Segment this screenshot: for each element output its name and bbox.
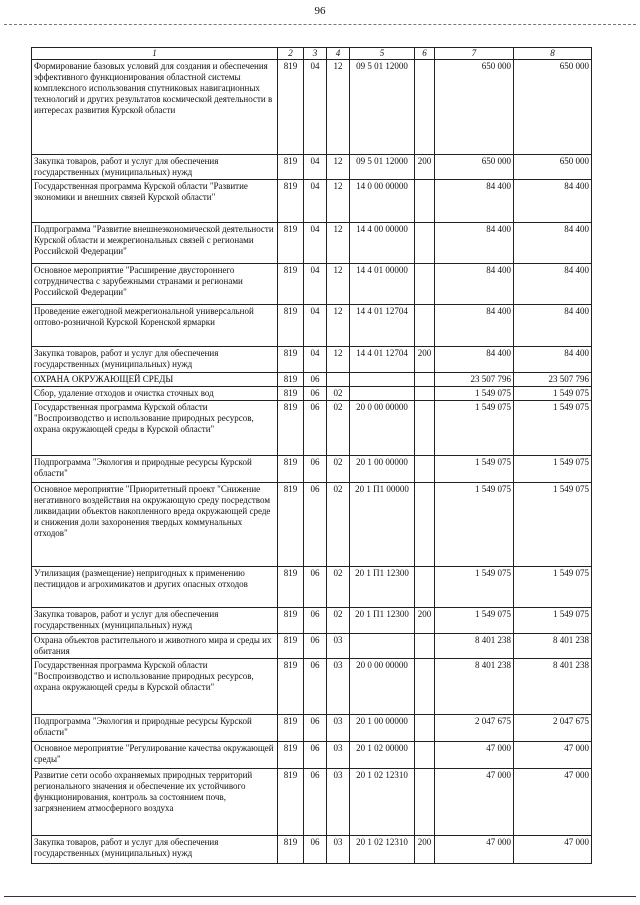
amount-cell: 1 549 075 — [435, 608, 514, 634]
expense-type-cell — [415, 634, 435, 659]
target-article-cell: 20 1 П1 12300 — [350, 608, 415, 634]
table-row — [32, 60, 592, 155]
table-row — [32, 769, 592, 836]
target-article-cell: 20 0 00 00000 — [350, 401, 415, 456]
expense-type-cell — [415, 180, 435, 223]
column-header: 4 — [327, 48, 350, 60]
amount-cell: 1 549 075 — [435, 567, 514, 608]
section-cell: 04 — [304, 347, 327, 373]
code-cell: 819 — [278, 659, 304, 715]
amount-cell: 2 047 675 — [514, 715, 592, 742]
code-cell: 819 — [278, 305, 304, 347]
amount-cell: 84 400 — [435, 347, 514, 373]
subsection-cell: 12 — [327, 264, 350, 305]
subsection-cell: 02 — [327, 401, 350, 456]
table-row — [32, 223, 592, 264]
section-cell: 06 — [304, 608, 327, 634]
amount-cell: 23 507 796 — [435, 373, 514, 387]
amount-cell: 84 400 — [435, 305, 514, 347]
target-article-cell: 20 1 00 00000 — [350, 715, 415, 742]
table-row — [32, 567, 592, 608]
expense-type-cell — [415, 483, 435, 567]
expense-type-cell — [415, 264, 435, 305]
column-header: 3 — [304, 48, 327, 60]
budget-table — [31, 47, 592, 864]
column-header: 1 — [32, 48, 278, 60]
row-name-cell: Основное мероприятие "Приоритетный проект "Снижение негативного воздействия на окружающую среду посредством ликвидации объектов накопленного вреда окружающей среде и снижения доли захоронения твердых коммунальных отходов" — [32, 483, 278, 567]
section-cell: 04 — [304, 305, 327, 347]
amount-cell: 1 549 075 — [435, 401, 514, 456]
code-cell: 819 — [278, 180, 304, 223]
table-row — [32, 456, 592, 483]
section-cell: 06 — [304, 769, 327, 836]
amount-cell: 1 549 075 — [514, 387, 592, 401]
amount-cell: 47 000 — [435, 742, 514, 769]
expense-type-cell — [415, 567, 435, 608]
table-header-row — [32, 48, 592, 60]
expense-type-cell — [415, 401, 435, 456]
code-cell: 819 — [278, 155, 304, 180]
section-cell: 06 — [304, 373, 327, 387]
subsection-cell: 03 — [327, 634, 350, 659]
row-name-cell: Основное мероприятие "Расширение двустороннего сотрудничества с зарубежными странами и регионами Российской Федерации" — [32, 264, 278, 305]
amount-cell: 8 401 238 — [514, 659, 592, 715]
table-row — [32, 836, 592, 864]
top-divider — [4, 24, 636, 25]
target-article-cell: 20 1 00 00000 — [350, 456, 415, 483]
target-article-cell: 09 5 01 12000 — [350, 155, 415, 180]
code-cell: 819 — [278, 567, 304, 608]
expense-type-cell: 200 — [415, 347, 435, 373]
code-cell: 819 — [278, 456, 304, 483]
amount-cell: 1 549 075 — [435, 483, 514, 567]
table-row — [32, 401, 592, 456]
amount-cell: 1 549 075 — [514, 608, 592, 634]
code-cell: 819 — [278, 373, 304, 387]
expense-type-cell — [415, 715, 435, 742]
amount-cell: 47 000 — [514, 836, 592, 864]
row-name-cell: Государственная программа Курской области "Воспроизводство и использование природных ресурсов, охрана окружающей среды в Курской области" — [32, 659, 278, 715]
table-row — [32, 483, 592, 567]
row-name-cell: Подпрограмма "Экология и природные ресурсы Курской области" — [32, 715, 278, 742]
subsection-cell: 12 — [327, 305, 350, 347]
target-article-cell: 20 0 00 00000 — [350, 659, 415, 715]
row-name-cell: Государственная программа Курской области "Воспроизводство и использование природных ресурсов, охрана окружающей среды в Курской области" — [32, 401, 278, 456]
amount-cell: 84 400 — [514, 264, 592, 305]
amount-cell: 84 400 — [435, 264, 514, 305]
subsection-cell: 12 — [327, 180, 350, 223]
table-row — [32, 305, 592, 347]
section-cell: 04 — [304, 264, 327, 305]
code-cell: 819 — [278, 715, 304, 742]
section-cell: 06 — [304, 483, 327, 567]
target-article-cell: 20 1 П1 00000 — [350, 483, 415, 567]
amount-cell: 8 401 238 — [514, 634, 592, 659]
table-row — [32, 180, 592, 223]
subsection-cell: 02 — [327, 567, 350, 608]
amount-cell: 1 549 075 — [435, 387, 514, 401]
page-number: 96 — [314, 5, 326, 17]
target-article-cell — [350, 373, 415, 387]
subsection-cell: 12 — [327, 60, 350, 155]
code-cell: 819 — [278, 387, 304, 401]
subsection-cell: 02 — [327, 483, 350, 567]
section-cell: 06 — [304, 742, 327, 769]
code-cell: 819 — [278, 223, 304, 264]
row-name-cell: Закупка товаров, работ и услуг для обеспечения государственных (муниципальных) нужд — [32, 836, 278, 864]
section-cell: 06 — [304, 836, 327, 864]
target-article-cell: 20 1 02 12310 — [350, 769, 415, 836]
row-name-cell: Государственная программа Курской области "Развитие экономики и внешних связей Курской области" — [32, 180, 278, 223]
amount-cell: 47 000 — [514, 742, 592, 769]
amount-cell: 84 400 — [514, 223, 592, 264]
row-name-cell: Сбор, удаление отходов и очистка сточных вод — [32, 387, 278, 401]
subsection-cell: 12 — [327, 155, 350, 180]
code-cell: 819 — [278, 60, 304, 155]
target-article-cell: 14 4 01 00000 — [350, 264, 415, 305]
subsection-cell: 12 — [327, 223, 350, 264]
section-cell: 06 — [304, 456, 327, 483]
amount-cell: 1 549 075 — [514, 401, 592, 456]
row-name-cell: Подпрограмма "Развитие внешнеэкономической деятельности Курской области и межрегиональных связей с регионами Российской Федерации" — [32, 223, 278, 264]
target-article-cell — [350, 634, 415, 659]
row-name-cell: Охрана объектов растительного и животного мира и среды их обитания — [32, 634, 278, 659]
table-row — [32, 264, 592, 305]
amount-cell: 84 400 — [514, 180, 592, 223]
target-article-cell: 20 1 02 12310 — [350, 836, 415, 864]
row-name-cell: Развитие сети особо охраняемых природных территорий регионального значения и обеспечение их устойчивого функционирования, контроль за состоянием почв, загрязнением атмосферного воздуха — [32, 769, 278, 836]
target-article-cell: 20 1 02 00000 — [350, 742, 415, 769]
code-cell: 819 — [278, 634, 304, 659]
subsection-cell: 03 — [327, 836, 350, 864]
section-cell: 04 — [304, 155, 327, 180]
target-article-cell: 09 5 01 12000 — [350, 60, 415, 155]
table-body — [32, 60, 592, 864]
code-cell: 819 — [278, 836, 304, 864]
target-article-cell: 14 0 00 00000 — [350, 180, 415, 223]
column-header: 6 — [415, 48, 435, 60]
amount-cell: 1 549 075 — [514, 567, 592, 608]
amount-cell: 84 400 — [435, 180, 514, 223]
section-cell: 06 — [304, 634, 327, 659]
column-header: 5 — [350, 48, 415, 60]
subsection-cell: 03 — [327, 769, 350, 836]
amount-cell: 47 000 — [435, 769, 514, 836]
row-name-cell: Основное мероприятие "Регулирование качества окружающей среды" — [32, 742, 278, 769]
expense-type-cell — [415, 742, 435, 769]
column-header: 2 — [278, 48, 304, 60]
table-row — [32, 155, 592, 180]
amount-cell: 47 000 — [435, 836, 514, 864]
row-name-cell: Закупка товаров, работ и услуг для обеспечения государственных (муниципальных) нужд — [32, 155, 278, 180]
amount-cell: 84 400 — [435, 223, 514, 264]
amount-cell: 1 549 075 — [514, 456, 592, 483]
expense-type-cell — [415, 659, 435, 715]
table-row — [32, 634, 592, 659]
amount-cell: 84 400 — [514, 347, 592, 373]
subsection-cell — [327, 373, 350, 387]
amount-cell: 650 000 — [514, 60, 592, 155]
expense-type-cell — [415, 60, 435, 155]
section-cell: 06 — [304, 659, 327, 715]
row-name-cell: Утилизация (размещение) непригодных к применению пестицидов и агрохимикатов и других опасных отходов — [32, 567, 278, 608]
row-name-cell: Проведение ежегодной межрегиональной универсальной оптово-розничной Курской Коренской ярмарки — [32, 305, 278, 347]
table-row — [32, 347, 592, 373]
section-cell: 06 — [304, 567, 327, 608]
section-cell: 06 — [304, 715, 327, 742]
amount-cell: 84 400 — [514, 305, 592, 347]
expense-type-cell — [415, 373, 435, 387]
section-cell: 06 — [304, 387, 327, 401]
row-name-cell: Закупка товаров, работ и услуг для обеспечения государственных (муниципальных) нужд — [32, 347, 278, 373]
amount-cell: 8 401 238 — [435, 634, 514, 659]
code-cell: 819 — [278, 608, 304, 634]
section-cell: 04 — [304, 60, 327, 155]
row-name-cell: ОХРАНА ОКРУЖАЮЩЕЙ СРЕДЫ — [32, 373, 278, 387]
row-name-cell: Формирование базовых условий для создания и обеспечения эффективного функционирования областной системы комплексного использования спутниковых навигационных технологий и других результатов космической деятельности в интересах развития Курской области — [32, 60, 278, 155]
subsection-cell: 03 — [327, 659, 350, 715]
expense-type-cell — [415, 769, 435, 836]
section-cell: 04 — [304, 223, 327, 264]
target-article-cell: 14 4 01 12704 — [350, 347, 415, 373]
expense-type-cell — [415, 305, 435, 347]
amount-cell: 2 047 675 — [435, 715, 514, 742]
expense-type-cell — [415, 456, 435, 483]
code-cell: 819 — [278, 769, 304, 836]
subsection-cell: 12 — [327, 347, 350, 373]
column-header: 7 — [435, 48, 514, 60]
amount-cell: 1 549 075 — [435, 456, 514, 483]
target-article-cell — [350, 387, 415, 401]
subsection-cell: 02 — [327, 387, 350, 401]
table-row — [32, 373, 592, 387]
code-cell: 819 — [278, 264, 304, 305]
row-name-cell: Подпрограмма "Экология и природные ресурсы Курской области" — [32, 456, 278, 483]
table-row — [32, 387, 592, 401]
code-cell: 819 — [278, 401, 304, 456]
column-header: 8 — [514, 48, 592, 60]
target-article-cell: 14 4 00 00000 — [350, 223, 415, 264]
expense-type-cell — [415, 387, 435, 401]
amount-cell: 47 000 — [514, 769, 592, 836]
amount-cell: 1 549 075 — [514, 483, 592, 567]
subsection-cell: 02 — [327, 608, 350, 634]
code-cell: 819 — [278, 742, 304, 769]
amount-cell: 23 507 796 — [514, 373, 592, 387]
amount-cell: 650 000 — [435, 60, 514, 155]
code-cell: 819 — [278, 347, 304, 373]
table-row — [32, 659, 592, 715]
code-cell: 819 — [278, 483, 304, 567]
subsection-cell: 03 — [327, 715, 350, 742]
expense-type-cell: 200 — [415, 155, 435, 180]
amount-cell: 650 000 — [514, 155, 592, 180]
amount-cell: 8 401 238 — [435, 659, 514, 715]
table-row — [32, 742, 592, 769]
expense-type-cell: 200 — [415, 836, 435, 864]
expense-type-cell: 200 — [415, 608, 435, 634]
table-row — [32, 608, 592, 634]
section-cell: 04 — [304, 180, 327, 223]
target-article-cell: 14 4 01 12704 — [350, 305, 415, 347]
subsection-cell: 02 — [327, 456, 350, 483]
section-cell: 06 — [304, 401, 327, 456]
target-article-cell: 20 1 П1 12300 — [350, 567, 415, 608]
subsection-cell: 03 — [327, 742, 350, 769]
bottom-divider — [4, 896, 636, 897]
expense-type-cell — [415, 223, 435, 264]
row-name-cell: Закупка товаров, работ и услуг для обеспечения государственных (муниципальных) нужд — [32, 608, 278, 634]
table-row — [32, 715, 592, 742]
amount-cell: 650 000 — [435, 155, 514, 180]
